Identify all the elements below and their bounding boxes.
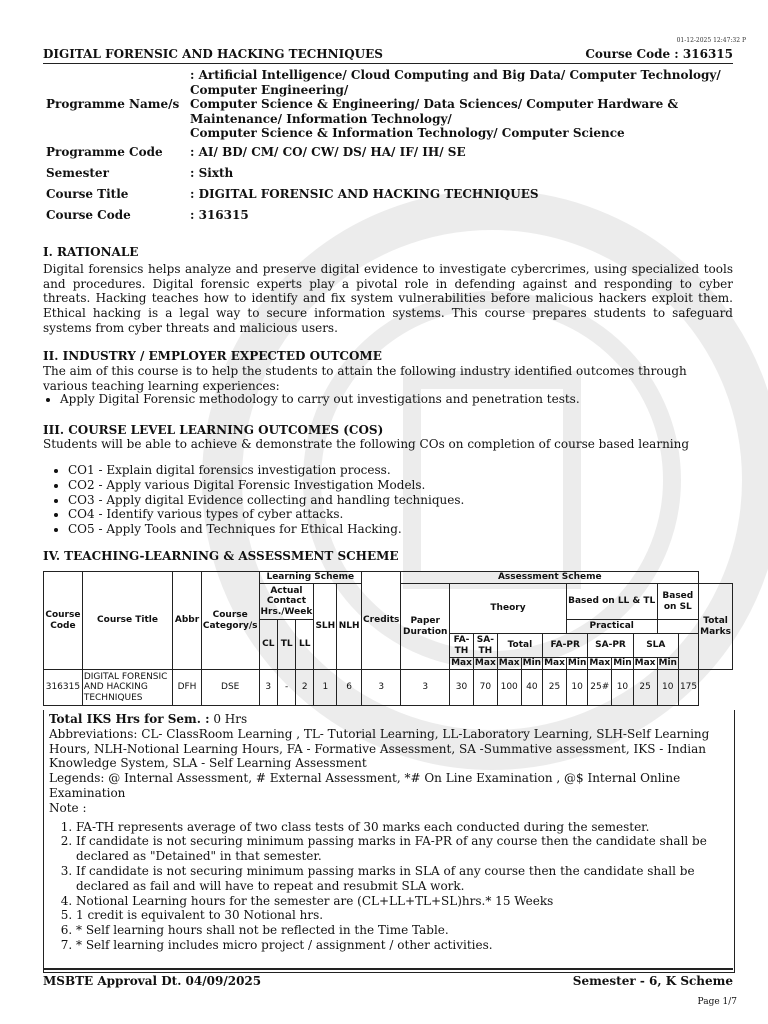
cell: 175 <box>678 670 698 706</box>
th-category: Course Category/s <box>201 572 259 670</box>
header-course-code: Course Code : 316315 <box>585 47 733 61</box>
list-item: 5. 1 credit is equivalent to 30 Notional hrs. <box>76 908 729 923</box>
info-value: : DIGITAL FORENSIC AND HACKING TECHNIQUES <box>190 187 539 202</box>
info-row-course-code <box>43 205 733 226</box>
cell: DSE <box>201 670 259 706</box>
info-value <box>187 68 733 141</box>
list-item: 7. * Self learning includes micro project / assignment / other activities. <box>76 938 729 953</box>
th-credits: Credits <box>362 572 401 670</box>
cos-heading: III. COURSE LEVEL LEARNING OUTCOMES (COS) <box>43 423 384 437</box>
th-sa-th: SA-TH <box>473 634 497 658</box>
programme-line: Computer Engineering/ <box>190 82 349 97</box>
cell: 100 <box>497 670 521 706</box>
teaching-assessment-scheme-table <box>43 571 733 706</box>
th-learning-scheme: Learning Scheme <box>259 572 362 584</box>
th-sla: SLA <box>633 634 678 658</box>
iks-label: Total IKS Hrs for Sem. : <box>49 712 210 726</box>
list-item: 6. * Self learning hours shall not be reflected in the Time Table. <box>76 923 729 938</box>
cell: 10 <box>566 670 587 706</box>
th-sa-pr: SA-PR <box>588 634 633 658</box>
cell: 10 <box>657 670 678 706</box>
th-actual-contact: Actual Contact Hrs./Week <box>259 584 314 620</box>
list-item: 3. If candidate is not securing minimum passing marks in SLA of any course then the candidate shall be declared as fail and will have to repeat and resubmit SLA work. <box>76 864 729 894</box>
th-max: Max <box>589 658 611 669</box>
list-item: • CO5 - Apply Tools and Techniques for Ethical Hacking. <box>68 522 464 537</box>
industry-heading: II. INDUSTRY / EMPLOYER EXPECTED OUTCOME <box>43 349 382 363</box>
abbreviations-text: Abbreviations: CL- ClassRoom Learning , TL- Tutorial Learning, LL-Laboratory Learning, SLH-Self Learning Hours, NLH-Notional Learning Hours, FA - Formative Assessment, SA -Summative assessment, IKS - Indian Knowledge System, SLA - Self Learning Assessment <box>49 726 710 771</box>
notes-box <box>43 710 735 973</box>
th-abbr: Abbr <box>173 572 202 670</box>
th-practical: Practical <box>566 620 657 634</box>
th-ll: LL <box>296 620 314 670</box>
info-row-course-title <box>43 184 733 205</box>
rationale-text: Digital forensics helps analyze and preserve digital evidence to investigate cybercrimes, using specialized tools and procedures. Digital forensic experts play a pivotal role in defending against and responding to cyber threats. Hacking teaches how to identify and fix system vulnerabilities before malicious hackers exploit them. Ethical hacking is a legal way to secure information systems. This course prepares students to safeguard systems from cyber threats and malicious users. <box>43 262 733 335</box>
info-value: : AI/ BD/ CM/ CO/ CW/ DS/ HA/ IF/ IH/ SE <box>190 144 466 159</box>
th-course-title: Course Title <box>82 572 172 670</box>
note-label: Note : <box>49 800 87 815</box>
th-fa-pr: FA-PR <box>543 634 588 658</box>
list-item: • CO2 - Apply various Digital Forensic Investigation Models. <box>68 478 464 493</box>
info-label: Programme Code <box>46 144 163 159</box>
cell: DIGITAL FORENSIC AND HACKING TECHNIQUES <box>82 670 172 706</box>
th-min: Min <box>658 658 677 669</box>
cos-list <box>43 463 464 537</box>
print-timestamp: 01-12-2025 12:47:32 P <box>676 37 746 44</box>
notes-list <box>49 820 729 953</box>
industry-list <box>35 392 580 407</box>
cell: 25# <box>588 670 612 706</box>
list-item: • CO3 - Apply digital Evidence collecting and handling techniques. <box>68 493 464 508</box>
th-min: Min <box>613 658 632 669</box>
page-footer <box>43 968 733 988</box>
table-row <box>44 670 733 706</box>
page-number: Page 1/7 <box>697 997 737 1007</box>
info-label: Programme Name/s <box>46 97 180 112</box>
programme-line: Maintenance/ Information Technology/ <box>190 111 452 126</box>
cell: 1 <box>314 670 337 706</box>
th-based-sl: Based on SL <box>657 584 699 620</box>
th-sl-blank <box>657 620 699 634</box>
cell: 3 <box>401 670 450 706</box>
cell: 2 <box>296 670 314 706</box>
cell: 40 <box>521 670 542 706</box>
th-max: Max <box>451 658 472 669</box>
iks-value: 0 Hrs <box>209 712 248 726</box>
info-label: Semester <box>46 166 109 181</box>
th-nlh: NLH <box>337 584 362 670</box>
programme-line: Computer Science & Engineering/ Data Sciences/ Computer Hardware & <box>190 97 679 112</box>
legends-text: Legends: @ Internal Assessment, # External Assessment, *# On Line Examination , @$ Internal Online Examination <box>49 771 681 800</box>
cell: 25 <box>633 670 657 706</box>
cell: 30 <box>450 670 474 706</box>
list-item: 2. If candidate is not securing minimum passing marks in FA-PR of any course then the candidate shall be declared as "Detained" in that semester. <box>76 834 729 864</box>
cell: - <box>278 670 296 706</box>
th-max: Max <box>498 658 520 669</box>
course-info-table <box>43 68 733 226</box>
info-row-semester <box>43 163 733 184</box>
info-label: Course Title <box>46 187 129 202</box>
info-row-programme-name <box>43 68 733 141</box>
list-item: 1. FA-TH represents average of two class tests of 30 marks each conducted during the semester. <box>76 820 729 835</box>
cell: 3 <box>362 670 401 706</box>
th-max: Max <box>634 658 656 669</box>
list-item: 4. Notional Learning hours for the semester are (CL+LL+TL+SL)hrs.* 15 Weeks <box>76 894 729 909</box>
rationale-heading: I. RATIONALE <box>43 245 139 259</box>
industry-text: The aim of this course is to help the students to attain the following industry identified outcomes through various teaching learning experiences: <box>43 364 687 393</box>
cos-text: Students will be able to achieve & demonstrate the following COs on completion of course based learning <box>43 437 690 451</box>
cell: 70 <box>473 670 497 706</box>
info-row-programme-code <box>43 141 733 163</box>
th-max: Max <box>544 658 565 669</box>
th-cl: CL <box>259 620 278 670</box>
cell: 3 <box>259 670 278 706</box>
list-item: • Apply Digital Forensic methodology to carry out investigations and penetration tests. <box>60 392 580 407</box>
programme-line: Computer Science & Information Technology/ Computer Science <box>190 126 625 141</box>
footer-approval: MSBTE Approval Dt. 04/09/2025 <box>43 974 262 988</box>
info-value: : 316315 <box>190 208 249 223</box>
scheme-heading: IV. TEACHING-LEARNING & ASSESSMENT SCHEME <box>43 549 399 563</box>
th-fa-th: FA-TH <box>450 634 474 658</box>
list-item: • CO1 - Explain digital forensics investigation process. <box>68 463 464 478</box>
cell: DFH <box>173 670 202 706</box>
cell: 10 <box>612 670 633 706</box>
cell: 316315 <box>44 670 83 706</box>
programme-line: : Artificial Intelligence/ Cloud Computing and Big Data/ Computer Technology/ <box>190 68 721 82</box>
th-min: Min <box>567 658 587 669</box>
th-total-marks: Total Marks <box>699 584 733 670</box>
th-max: Max <box>474 658 496 669</box>
info-value: : Sixth <box>190 166 234 181</box>
header-title: DIGITAL FORENSIC AND HACKING TECHNIQUES <box>43 47 383 61</box>
cell: 25 <box>543 670 567 706</box>
cell: 6 <box>337 670 362 706</box>
info-label: Course Code <box>46 208 131 223</box>
th-min: Min <box>522 658 542 669</box>
th-slh: SLH <box>314 584 337 670</box>
th-based-ll-tl: Based on LL & TL <box>566 584 657 620</box>
list-item: • CO4 - Identify various types of cyber attacks. <box>68 507 464 522</box>
th-paper-duration: Paper Duration <box>401 584 450 670</box>
th-course-code: Course Code <box>44 572 83 670</box>
th-tl: TL <box>278 620 296 670</box>
th-theory: Theory <box>450 584 567 634</box>
iks-hours <box>49 712 729 727</box>
page-header <box>43 47 733 64</box>
th-assessment-scheme: Assessment Scheme <box>401 572 699 584</box>
footer-semester: Semester - 6, K Scheme <box>572 974 733 988</box>
th-total: Total <box>497 634 542 658</box>
